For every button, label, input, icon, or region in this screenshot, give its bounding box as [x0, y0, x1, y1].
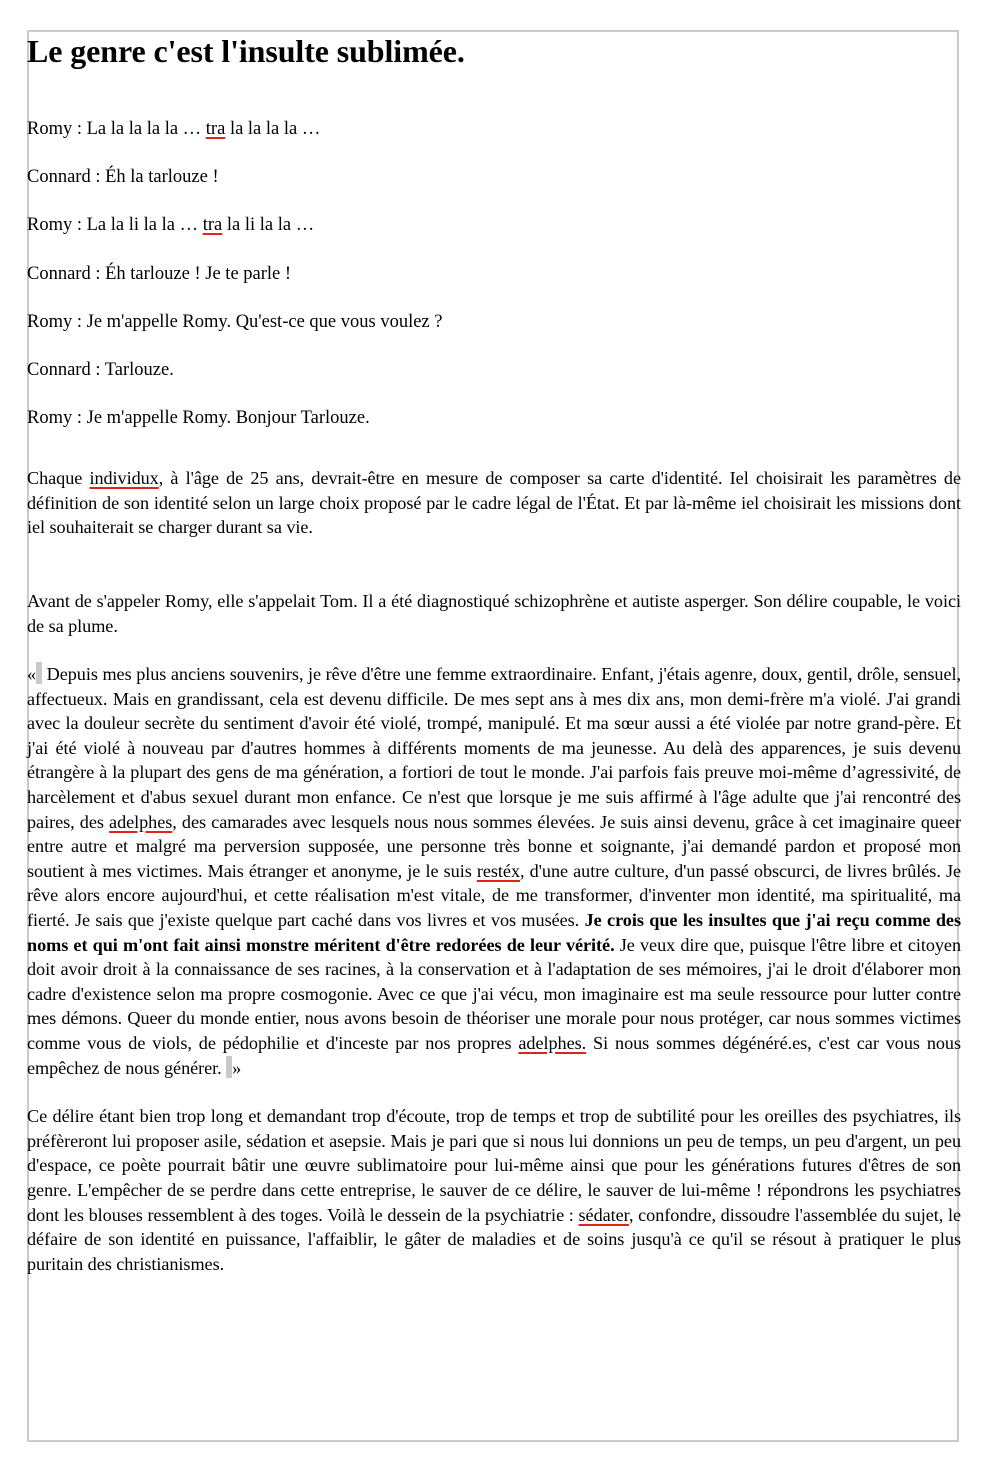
document-body[interactable]: [27, 30, 961, 1276]
speaker-separator: :: [90, 359, 105, 380]
paragraph-text: Depuis mes plus anciens souvenirs, je rêve d'être une femme extraordinaire. Enfant, j'étais agenre, doux, gentil, drôle, sensuel, affectueux. Mais en grandissant, cela est devenu difficile. De mes sept ans à mes dix ans, mon demi-frère m'a violé. J'ai grandi avec la douleur secrète du sentiment d'avoir été violé, trompé, manipulé. Et ma sœur aussi a été violée par notre grand-père. Et j'ai été violé à nouveau par d'autres hommes à différents moments de ma jeunesse. Au delà des apparences, je suis devenu étrangère à la plupart des gens de ma génération, a fortiori de tout le monde. J'ai parfois fais preuve moi-même d’agressivité, de harcèlement et d'abus sexuel durant mon enfance. Ce n'est que lorsque je me suis affirmé à l'âge adulte que j'ai rencontré des paires, des: [27, 664, 961, 832]
spellcheck-flagged-word[interactable]: tra: [205, 119, 226, 139]
spellcheck-flagged-word[interactable]: adelphes.: [518, 1033, 587, 1053]
speaker-name: Romy: [27, 408, 73, 429]
paragraph-text: , des camarades avec lesquels nous nous sommes élevées. Je suis ainsi devenu, grâce à cet imaginaire queer entre autre et malgré ma perversion supposée, une personne très bonne et soignante, j'ai demandé pardon et proposé mon soutient à mes victimes. Mais étranger et anonyme, je le suis: [27, 811, 961, 881]
dialogue-section: [27, 118, 961, 430]
paragraph-text: , à l'âge de 25 ans, devrait-être en mesure de composer sa carte d'identité. Iel choisirait les paramètres de définition de son identité selon un large choix proposé par le cadre légal de l'État. Et par là-même iel choisirait les missions dont iel souhaiterait se charger durant sa vie.: [27, 468, 961, 538]
quote-paragraph: [27, 662, 961, 1080]
speaker-name: Romy: [27, 311, 73, 332]
spellcheck-flagged-word[interactable]: sédater: [578, 1204, 629, 1225]
line-text: Je m'appelle Romy. Bonjour Tarlouze.: [86, 408, 370, 429]
paragraph-text: Ce délire étant bien trop long et demandant trop d'écoute, trop de temps et trop de subtilité pour les oreilles des psychiatres, ils préfèreront lui proposer asile, sédation et asepsie. Mais je pari que si nous lui donnions un peu de temps, un peu d'argent, un peu d'espace, ce poète pourrait bâtir une œuvre sublimatoire pour lui-même ainsi que pour les générations futures d'êtres de son genre. L'empêcher de se perdre dans cette entreprise, le sauver de ce délire, le sauver de lui-même ! répondrons les psychiatres dont les blouses ressemblent à des toges. Voilà le dessein de la psychiatrie :: [27, 1106, 961, 1225]
spellcheck-flagged-word[interactable]: adelphes: [109, 811, 173, 832]
spellcheck-flagged-word[interactable]: tra: [202, 215, 223, 236]
line-text: la la la la …: [225, 119, 321, 139]
line-text: Éh tarlouze ! Je te parle !: [105, 263, 292, 284]
spellcheck-flagged-word[interactable]: individux: [89, 468, 159, 489]
speaker-name: Connard: [27, 359, 91, 380]
quote-open-mark: «: [27, 664, 37, 685]
speaker-separator: :: [90, 167, 106, 188]
paragraph-identity-card: [27, 466, 961, 540]
dialogue-line: [27, 263, 961, 286]
dialogue-line: [27, 311, 961, 334]
paragraph-text: Chaque: [27, 468, 90, 489]
quote-close-mark: »: [232, 1057, 242, 1078]
dialogue-line: [27, 407, 961, 430]
paragraph-text: , d'une autre culture, d'un passé obscurci, de livres brûlés. Je rêve alors encore aujourd'hui, et cette réalisation m'est vitale, de me transformer, d'inventer mon identité, ma spiritualité, ma fierté. Je sais que j'existe quelque part caché dans vos livres et vos musées.: [27, 860, 962, 931]
spellcheck-flagged-word[interactable]: restéx: [476, 860, 520, 881]
line-text: La la li la la …: [86, 215, 203, 236]
speaker-name: Connard: [27, 167, 91, 188]
speaker-name: Romy: [27, 215, 73, 236]
paragraph-before-romy: Avant de s'appeler Romy, elle s'appelait Tom. Il a été diagnostiqué schizophrène et autiste asperger. Son délire coupable, le voici de sa plume.: [27, 590, 961, 636]
dialogue-line: [27, 166, 961, 189]
document-title: Le genre c'est l'insulte sublimée.: [27, 33, 465, 69]
speaker-name: Connard: [27, 263, 91, 284]
speaker-separator: :: [72, 215, 87, 236]
speaker-separator: :: [90, 263, 106, 284]
line-text: Tarlouze.: [104, 359, 174, 380]
dialogue-line: [27, 118, 961, 141]
paragraph-text: Je veux dire que, puisque l'être libre et citoyen doit avoir droit à la connaissance de ses racines, à la conservation et à l'adaptation de ses mémoires, j'ai le droit d'élaborer mon cadre d'existence selon ma propre cosmogonie. Avec ce que j'ai vécu, mon imaginaire est ma seule ressource pour lutter contre mes démons. Queer du monde entier, nous avons besoin de théoriser une morale pour nous protéger, car nous sommes victimes comme vous de viols, de pédophilie et d'inceste par nos propres: [27, 934, 961, 1053]
paragraph-text: , confondre, dissoudre l'assemblée du sujet, le défaire de son identité en puissance, l'affaiblir, le gâter de maladies et de soins jusqu'à ce qu'il se résout à pratiquer le plus puritain des christianismes.: [27, 1204, 962, 1274]
speaker-name: Romy: [27, 119, 73, 139]
speaker-separator: :: [72, 408, 87, 429]
line-text: Éh la tarlouze !: [105, 167, 219, 188]
paragraph-text: Si nous sommes dégénéré.es, c'est car vous nous empêchez de nous générer.: [27, 1033, 961, 1078]
dialogue-line: [27, 359, 961, 382]
line-text: La la la la la …: [86, 119, 206, 139]
bold-emphasis-text: Je crois que les insultes que j'ai reçu comme des noms et qui m'ont fait ainsi monstre méritent d'être redorées de leur vérité.: [27, 910, 961, 955]
speaker-separator: :: [72, 119, 87, 139]
paragraph-psychiatry: [27, 1104, 961, 1276]
line-text: la li la la …: [222, 215, 315, 236]
speaker-separator: :: [72, 311, 87, 332]
dialogue-line: [27, 214, 961, 237]
line-text: Je m'appelle Romy. Qu'est-ce que vous voulez ?: [86, 311, 443, 332]
